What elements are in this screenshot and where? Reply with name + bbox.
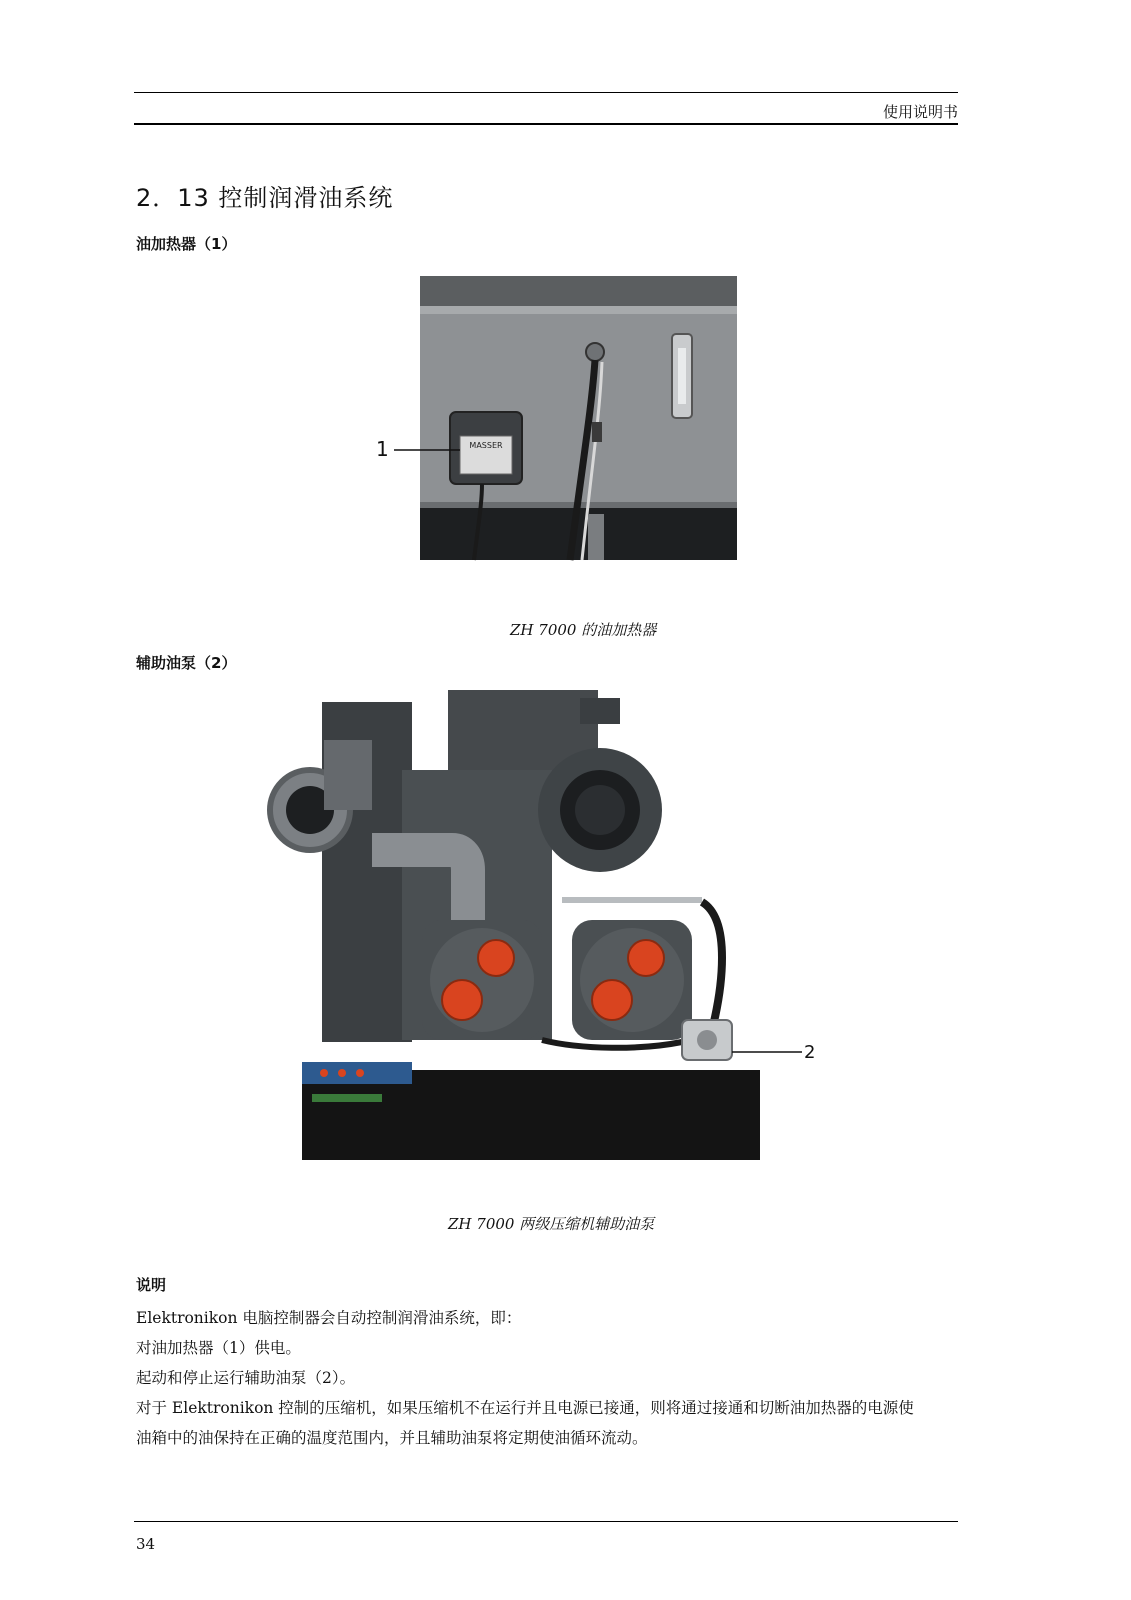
- callout-1: 1: [376, 437, 389, 461]
- footer-rule: [134, 1521, 958, 1522]
- heater-label-text: MASSER: [469, 441, 503, 450]
- compressor-photo: [262, 690, 842, 1180]
- oil-heater-heading: 油加热器（1）: [136, 235, 237, 253]
- oil-heater-photo: [370, 264, 760, 574]
- aux-oil-pump-heading: 辅助油泵（2）: [136, 654, 237, 672]
- page-number: 34: [136, 1535, 156, 1553]
- notes-line: 对于 Elektronikon 控制的压缩机，如果压缩机不在运行并且电源已接通，则将通过接通和切断油加热器的电源使: [136, 1399, 914, 1417]
- section-title: 2．13 控制润滑油系统: [136, 184, 394, 212]
- header-top-rule: [134, 92, 958, 93]
- callout-2: 2: [804, 1042, 816, 1063]
- header-bottom-rule: [134, 123, 958, 125]
- running-head: 使用说明书: [882, 103, 958, 121]
- notes-line: 起动和停止运行辅助油泵（2）。: [136, 1369, 356, 1387]
- notes-line: Elektronikon 电脑控制器会自动控制润滑油系统，即：: [136, 1309, 522, 1327]
- notes-title: 说明: [136, 1276, 167, 1294]
- notes-body: [136, 1303, 976, 1453]
- oil-heater-caption: ZH 7000 的油加热器: [510, 621, 657, 639]
- notes-line: 对油加热器（1）供电。: [136, 1339, 301, 1357]
- notes-line: 油箱中的油保持在正确的温度范围内，并且辅助油泵将定期使油循环流动。: [136, 1429, 648, 1447]
- aux-oil-pump-caption: ZH 7000 两级压缩机辅助油泵: [448, 1215, 655, 1233]
